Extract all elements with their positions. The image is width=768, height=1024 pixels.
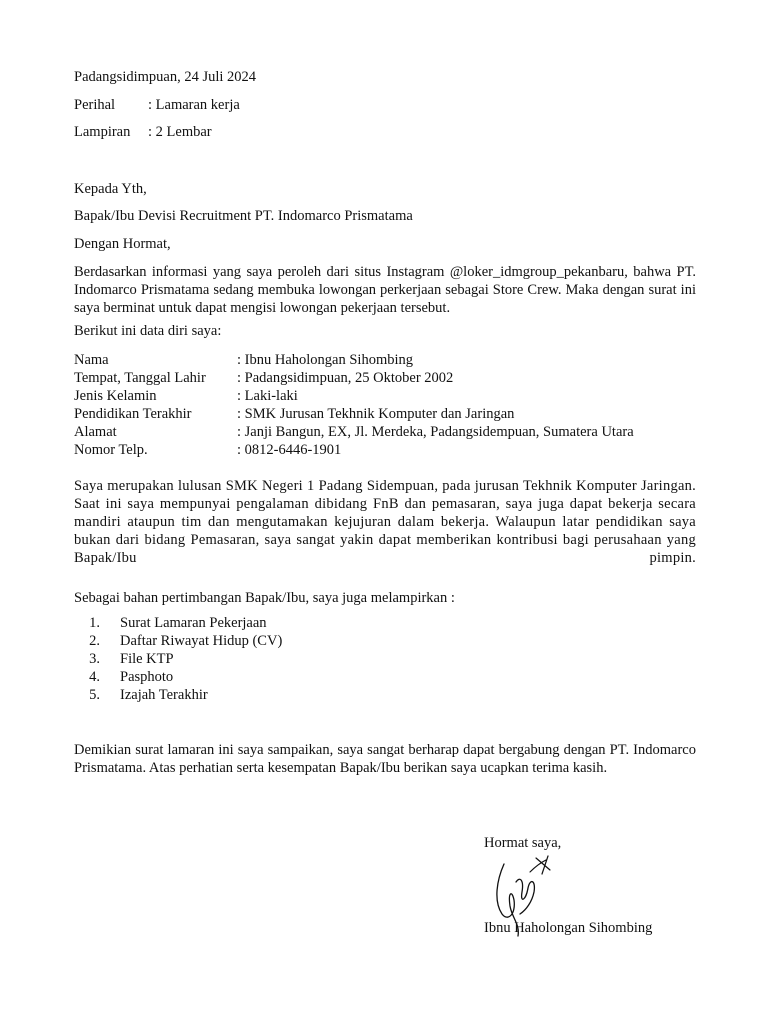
- list-text: Izajah Terakhir: [120, 687, 208, 703]
- data-row: [74, 351, 696, 369]
- data-intro: Berikut ini data diri saya:: [74, 323, 222, 339]
- list-text: Pasphoto: [120, 669, 174, 685]
- data-label: Jenis Kelamin: [74, 388, 157, 404]
- data-row: [74, 369, 696, 387]
- signer-name: Ibnu Haholongan Sihombing: [484, 920, 653, 936]
- list-number: 5.: [89, 687, 100, 703]
- intro-paragraph: Berdasarkan informasi yang saya peroleh dari situs Instagram @loker_idmgroup_pekanbaru, bahwa PT. Indomarco Prismatama sedang membuka lowongan perkerjaan sebagai Store Crew. Maka dengan surat ini saya berminat untuk dapat mengisi lowongan pekerjaan tersebut.: [74, 264, 696, 316]
- list-number: 4.: [89, 669, 100, 685]
- subject-label: Perihal: [74, 97, 116, 113]
- data-value: : 0812-6446-1901: [237, 442, 342, 458]
- data-row: [74, 441, 696, 459]
- sign-off: Hormat saya,: [484, 835, 562, 851]
- data-value: : SMK Jurusan Tekhnik Komputer dan Jaringan: [237, 406, 515, 422]
- list-item: [74, 614, 696, 632]
- attachment-row: [74, 123, 696, 141]
- recipient: Bapak/Ibu Devisi Recruitment PT. Indomarco Prismatama: [74, 208, 413, 224]
- closing-paragraph: Demikian surat lamaran ini saya sampaikan, saya sangat berharap dapat bergabung dengan PT. Indomarco Prismatama. Atas perhatian serta kesempatan Bapak/Ibu berikan saya ucapkan terima kasih.: [74, 742, 696, 776]
- place-date: Padangsidimpuan, 24 Juli 2024: [74, 69, 257, 85]
- data-label: Tempat, Tanggal Lahir: [74, 370, 206, 386]
- data-value: : Padangsidimpuan, 25 Oktober 2002: [237, 370, 454, 386]
- data-label: Nama: [74, 352, 109, 368]
- list-number: 1.: [89, 615, 100, 631]
- list-text: Daftar Riwayat Hidup (CV): [120, 633, 283, 649]
- list-item: [74, 686, 696, 704]
- data-label: Nomor Telp.: [74, 442, 148, 458]
- data-row: [74, 423, 696, 441]
- attachments-intro: Sebagai bahan pertimbangan Bapak/Ibu, saya juga melampirkan :: [74, 590, 455, 606]
- data-row: [74, 387, 696, 405]
- subject-row: [74, 96, 696, 114]
- list-number: 3.: [89, 651, 100, 667]
- list-text: Surat Lamaran Pekerjaan: [120, 615, 267, 631]
- list-item: [74, 632, 696, 650]
- list-number: 2.: [89, 633, 100, 649]
- data-label: Pendidikan Terakhir: [74, 406, 192, 422]
- experience-paragraph: Saya merupakan lulusan SMK Negeri 1 Padang Sidempuan, pada jurusan Tekhnik Komputer Jaringan. Saat ini saya mempunyai pengalaman dibidang FnB dan pemasaran, saya juga dapat bekerja secara mandiri ataupun tim dan mengutamakan kejujuran dalam bekerja. Walaupun latar pendidikan saya bukan dari bidang Pemasaran, saya sangat yakin dapat memberikan kontribusi bagi perusahaan yang Bapak/Ibu pimpin.: [74, 478, 696, 566]
- personal-data-table: [74, 351, 696, 459]
- data-label: Alamat: [74, 424, 117, 440]
- list-text: File KTP: [120, 651, 174, 667]
- salutation: Dengan Hormat,: [74, 236, 171, 252]
- list-item: [74, 668, 696, 686]
- data-value: : Janji Bangun, EX, Jl. Merdeka, Padangsidempuan, Sumatera Utara: [237, 424, 634, 440]
- recipient-greeting: Kepada Yth,: [74, 181, 147, 197]
- attachment-label: Lampiran: [74, 124, 131, 140]
- data-value: : Ibnu Haholongan Sihombing: [237, 352, 414, 368]
- data-value: : Laki-laki: [237, 388, 298, 404]
- subject-value: : Lamaran kerja: [148, 97, 240, 113]
- attachment-value: : 2 Lembar: [148, 124, 212, 140]
- attachments-list: [74, 614, 696, 704]
- data-row: [74, 405, 696, 423]
- list-item: [74, 650, 696, 668]
